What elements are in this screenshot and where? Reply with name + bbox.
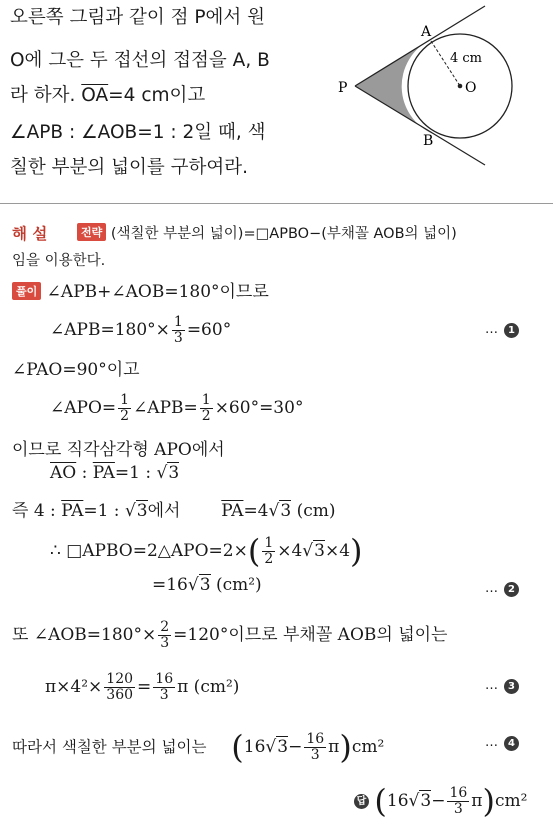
problem-line-4: ∠APB : ∠AOB=1 : 2일 때, 색 xyxy=(10,122,266,143)
answer-icon: 답 xyxy=(354,794,369,809)
dots-4: … xyxy=(485,735,499,750)
label-b: B xyxy=(423,133,434,149)
solution-line-11: π×4²× $\frac{120}{360}$ = $\frac{16}{3}$ π (cm²) xyxy=(45,671,240,703)
solution-line-8: ∴ □APBO=2△APO=2×( $\frac{1}{2}$ ×4√3×4) xyxy=(50,532,363,570)
solution-line-9: =16√3 (cm²) xyxy=(152,575,262,595)
solution-line-1: 풀이 ∠APB+∠AOB=180°이므로 xyxy=(12,277,269,302)
dots-2: … xyxy=(485,581,499,596)
tangent-pb xyxy=(355,86,485,165)
solution-line-10: 또 ∠AOB=180°× $\frac{2}{3}$ =120°이므로 부채꼴 AOB의 넓이는 xyxy=(12,619,448,651)
label-a: A xyxy=(421,24,432,40)
dots-3: … xyxy=(485,678,499,693)
marker-3: 3 xyxy=(504,679,519,694)
solution-line-4: ∠APO= $\frac{1}{2}$ ∠APB= $\frac{1}{2}$ ×60°=30° xyxy=(50,392,304,424)
marker-4: 4 xyxy=(504,736,519,751)
problem-line-3: 라 하자. $\overline{OA}=4$ cm이고 xyxy=(10,85,206,106)
solution-line-12: 따라서 색칠한 부분의 넓이는 (16√3− $\frac{16}{3}$ π)cm² xyxy=(12,728,385,766)
tangent-pa xyxy=(355,6,485,86)
label-o: O xyxy=(465,80,477,96)
radius-label: 4 cm xyxy=(450,51,483,66)
problem-line-2: O에 그은 두 접선의 접점을 A, B xyxy=(10,50,270,71)
solution-line-7: 즉 4 : $\overline{PA}=1$ : √3에서 $\overline{PA}=4√3$ (cm) xyxy=(12,501,336,521)
center-point xyxy=(458,84,463,89)
strategy-tag: 전략 xyxy=(77,223,106,241)
solution-line-6: $\overline{AO}$ : $\overline{PA}=1$ : √3 xyxy=(50,463,180,483)
solution-heading: 해 설 xyxy=(12,225,48,243)
section-divider xyxy=(0,203,553,204)
strategy-line: 전략 (색칠한 부분의 넓이)=□APBO−(부채꼴 AOB의 넓이) xyxy=(77,222,457,243)
marker-2: 2 xyxy=(504,582,519,597)
label-p: P xyxy=(338,80,348,96)
solution-line-5: 이므로 직각삼각형 APO에서 xyxy=(12,440,225,460)
problem-line-5: 칠한 부분의 넓이를 구하여라. xyxy=(10,157,248,178)
dots-1: … xyxy=(485,322,499,337)
marker-1: 1 xyxy=(504,323,519,338)
problem-line-1: 오른쪽 그림과 같이 점 P에서 원 xyxy=(10,7,266,28)
solution-line-2: ∠APB=180°× $\frac{1}{3}$ =60° xyxy=(50,314,232,346)
strategy-line-2: 임을 이용한다. xyxy=(12,253,106,269)
final-answer: 답 (16√3− $\frac{16}{3}$ π)cm² xyxy=(354,782,527,820)
solution-line-3: ∠PAO=90°이고 xyxy=(12,360,140,380)
tangent-circle-figure xyxy=(335,0,553,170)
answer-tag: 풀이 xyxy=(12,282,41,300)
